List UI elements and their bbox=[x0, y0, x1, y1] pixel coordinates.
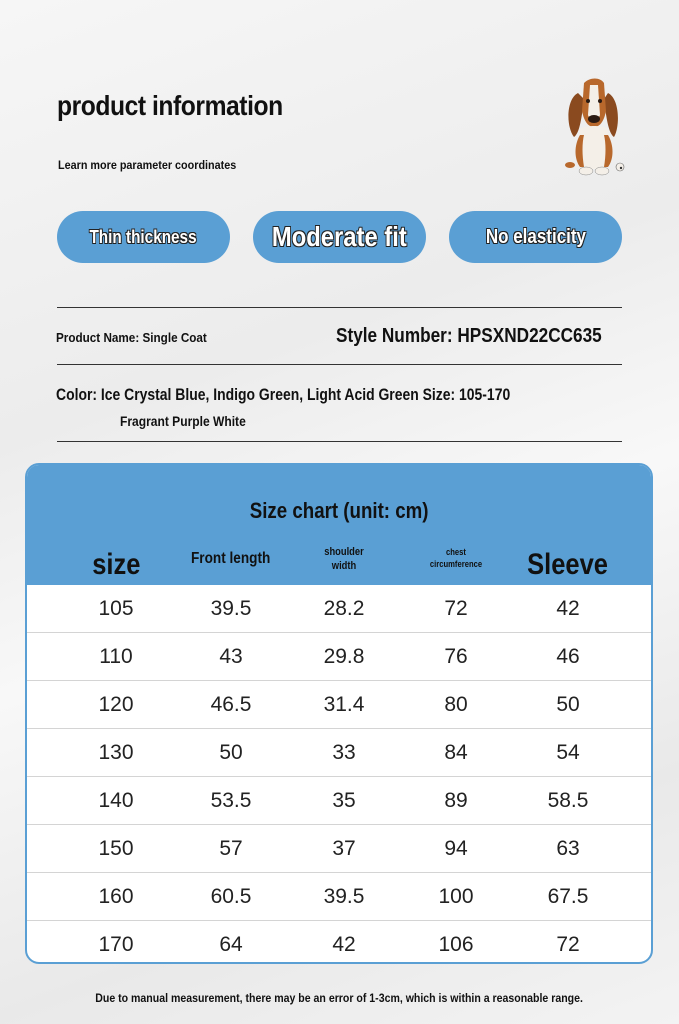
cell-shoulder-width: 33 bbox=[332, 741, 356, 764]
table-row bbox=[27, 585, 651, 633]
divider bbox=[57, 307, 622, 308]
cell-front-length: 64 bbox=[219, 933, 243, 956]
cell-shoulder-width: 39.5 bbox=[323, 885, 365, 908]
feature-no-elasticity: No elasticity bbox=[449, 211, 622, 263]
cell-size: 160 bbox=[98, 885, 134, 908]
cell-chest-circumference: 100 bbox=[438, 885, 474, 908]
cell-size: 130 bbox=[98, 741, 134, 764]
cell-size: 150 bbox=[98, 837, 134, 860]
cell-front-length: 46.5 bbox=[210, 693, 252, 716]
cell-size: 105 bbox=[98, 597, 134, 620]
page-title: product information bbox=[57, 90, 283, 121]
cell-front-length: 53.5 bbox=[210, 789, 252, 812]
table-row bbox=[27, 681, 651, 729]
product-colors-continued: Fragrant Purple White bbox=[120, 413, 246, 429]
page-subtitle: Learn more parameter coordinates bbox=[58, 158, 237, 172]
column-header-shoulder-width: shoulder width bbox=[324, 546, 364, 573]
cell-sleeve: 50 bbox=[556, 693, 580, 716]
style-number: Style Number: HPSXND22CC635 bbox=[336, 325, 602, 347]
basset-hound-dog-icon bbox=[558, 75, 630, 177]
cell-sleeve: 67.5 bbox=[547, 885, 589, 908]
divider bbox=[57, 364, 622, 365]
table-row bbox=[27, 633, 651, 681]
cell-chest-circumference: 72 bbox=[444, 597, 468, 620]
product-colors: Color: Ice Crystal Blue, Indigo Green, Light Acid Green Size: 105-170 bbox=[56, 385, 511, 404]
cell-shoulder-width: 31.4 bbox=[323, 693, 365, 716]
cell-chest-circumference: 106 bbox=[438, 933, 474, 956]
cell-front-length: 39.5 bbox=[210, 597, 252, 620]
cell-sleeve: 63 bbox=[556, 837, 580, 860]
cell-sleeve: 46 bbox=[556, 645, 580, 668]
table-row bbox=[27, 777, 651, 825]
column-header-sleeve: Sleeve bbox=[527, 548, 609, 581]
cell-front-length: 43 bbox=[219, 645, 243, 668]
size-chart-body bbox=[27, 585, 651, 964]
divider bbox=[57, 441, 622, 442]
column-header-size: size bbox=[91, 548, 141, 581]
cell-shoulder-width: 35 bbox=[332, 789, 356, 812]
cell-size: 120 bbox=[98, 693, 134, 716]
cell-size: 170 bbox=[98, 933, 134, 956]
cell-shoulder-width: 29.8 bbox=[323, 645, 365, 668]
cell-front-length: 50 bbox=[219, 741, 243, 764]
cell-shoulder-width: 37 bbox=[332, 837, 356, 860]
table-row bbox=[27, 825, 651, 873]
column-header-chest-circumference: chest circumference bbox=[429, 547, 483, 569]
measurement-note: Due to manual measurement, there may be an error of 1-3cm, which is within a reasonable range. bbox=[95, 991, 584, 1005]
size-chart-title: Size chart (unit: cm) bbox=[249, 498, 429, 523]
table-row bbox=[27, 921, 651, 964]
cell-size: 110 bbox=[99, 645, 133, 668]
cell-sleeve: 58.5 bbox=[547, 789, 589, 812]
cell-front-length: 60.5 bbox=[210, 885, 252, 908]
cell-size: 140 bbox=[98, 789, 134, 812]
table-row bbox=[27, 729, 651, 777]
cell-front-length: 57 bbox=[219, 837, 243, 860]
feature-moderate-fit: Moderate fit bbox=[253, 211, 426, 263]
cell-chest-circumference: 84 bbox=[444, 741, 468, 764]
size-chart-header bbox=[27, 465, 651, 585]
cell-sleeve: 72 bbox=[556, 933, 580, 956]
cell-chest-circumference: 89 bbox=[444, 789, 468, 812]
feature-thin-thickness: Thin thickness bbox=[57, 211, 230, 263]
cell-chest-circumference: 80 bbox=[444, 693, 468, 716]
cell-sleeve: 54 bbox=[556, 741, 580, 764]
column-header-front-length: Front length bbox=[191, 550, 271, 567]
cell-sleeve: 42 bbox=[556, 597, 580, 620]
product-name: Product Name: Single Coat bbox=[56, 330, 207, 345]
cell-chest-circumference: 76 bbox=[444, 645, 468, 668]
table-row bbox=[27, 873, 651, 921]
cell-shoulder-width: 42 bbox=[332, 933, 356, 956]
cell-shoulder-width: 28.2 bbox=[323, 597, 365, 620]
cell-chest-circumference: 94 bbox=[444, 837, 468, 860]
size-chart bbox=[25, 463, 653, 964]
